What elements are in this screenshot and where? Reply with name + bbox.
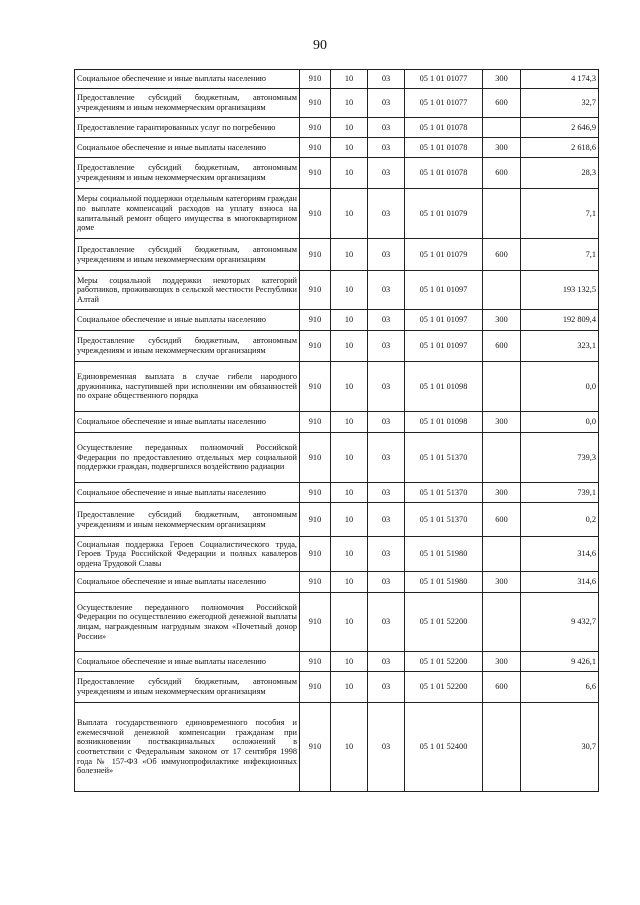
row-target-article: 05 1 01 51370 bbox=[405, 483, 483, 503]
row-expense-type bbox=[483, 593, 521, 652]
row-admin-code: 910 bbox=[300, 362, 331, 412]
row-amount: 193 132,5 bbox=[521, 271, 599, 310]
row-amount: 28,3 bbox=[521, 158, 599, 189]
row-section: 10 bbox=[331, 537, 368, 572]
row-section: 10 bbox=[331, 138, 368, 158]
row-subsection: 03 bbox=[368, 189, 405, 239]
row-subsection: 03 bbox=[368, 239, 405, 271]
row-name: Социальное обеспечение и иные выплаты населению bbox=[75, 70, 300, 89]
row-expense-type: 600 bbox=[483, 331, 521, 362]
row-expense-type bbox=[483, 189, 521, 239]
budget-table bbox=[74, 69, 599, 792]
page-number: 90 bbox=[313, 38, 327, 53]
row-target-article: 05 1 01 51370 bbox=[405, 503, 483, 537]
row-expense-type: 300 bbox=[483, 572, 521, 593]
row-name: Социальное обеспечение и иные выплаты населению bbox=[75, 138, 300, 158]
table-row bbox=[75, 483, 599, 503]
row-expense-type: 300 bbox=[483, 310, 521, 331]
table-row bbox=[75, 703, 599, 792]
row-expense-type: 600 bbox=[483, 239, 521, 271]
table-row bbox=[75, 433, 599, 483]
row-section: 10 bbox=[331, 483, 368, 503]
table-row bbox=[75, 138, 599, 158]
row-target-article: 05 1 01 51980 bbox=[405, 537, 483, 572]
row-expense-type: 300 bbox=[483, 70, 521, 89]
row-section: 10 bbox=[331, 593, 368, 652]
row-subsection: 03 bbox=[368, 593, 405, 652]
row-amount: 0,2 bbox=[521, 503, 599, 537]
row-admin-code: 910 bbox=[300, 572, 331, 593]
row-section: 10 bbox=[331, 239, 368, 271]
row-target-article: 05 1 01 52200 bbox=[405, 593, 483, 652]
row-amount: 739,3 bbox=[521, 433, 599, 483]
row-name: Единовременная выплата в случае гибели народного дружинника, наступившей при исполнении им обязанностей по охране общественного порядка bbox=[75, 362, 300, 412]
row-admin-code: 910 bbox=[300, 189, 331, 239]
row-name: Выплата государственного единовременного пособия и ежемесячной денежной компенсации гражданам при возникновении поствакцинальных осложнений в соответствии с Федеральным законом от 17 сентября 1998 года № 157-ФЗ «Об иммунопрофилактике инфекционных болезней» bbox=[75, 703, 300, 792]
row-expense-type: 300 bbox=[483, 138, 521, 158]
table-row bbox=[75, 672, 599, 703]
row-subsection: 03 bbox=[368, 310, 405, 331]
row-admin-code: 910 bbox=[300, 271, 331, 310]
row-subsection: 03 bbox=[368, 70, 405, 89]
row-target-article: 05 1 01 01079 bbox=[405, 189, 483, 239]
row-admin-code: 910 bbox=[300, 672, 331, 703]
row-admin-code: 910 bbox=[300, 158, 331, 189]
row-target-article: 05 1 01 52200 bbox=[405, 652, 483, 672]
table-row bbox=[75, 362, 599, 412]
table-row bbox=[75, 652, 599, 672]
row-name: Социальное обеспечение и иные выплаты населению bbox=[75, 572, 300, 593]
row-section: 10 bbox=[331, 70, 368, 89]
row-admin-code: 910 bbox=[300, 331, 331, 362]
row-subsection: 03 bbox=[368, 433, 405, 483]
row-admin-code: 910 bbox=[300, 118, 331, 138]
row-section: 10 bbox=[331, 118, 368, 138]
table-row bbox=[75, 158, 599, 189]
row-admin-code: 910 bbox=[300, 703, 331, 792]
row-target-article: 05 1 01 01097 bbox=[405, 331, 483, 362]
row-amount: 314,6 bbox=[521, 572, 599, 593]
row-target-article: 05 1 01 52200 bbox=[405, 672, 483, 703]
row-name: Социальное обеспечение и иные выплаты населению bbox=[75, 310, 300, 331]
row-target-article: 05 1 01 01077 bbox=[405, 89, 483, 118]
row-section: 10 bbox=[331, 572, 368, 593]
row-expense-type: 600 bbox=[483, 89, 521, 118]
row-section: 10 bbox=[331, 652, 368, 672]
row-target-article: 05 1 01 01098 bbox=[405, 362, 483, 412]
row-admin-code: 910 bbox=[300, 70, 331, 89]
table-row bbox=[75, 572, 599, 593]
row-expense-type bbox=[483, 118, 521, 138]
row-target-article: 05 1 01 51370 bbox=[405, 433, 483, 483]
row-section: 10 bbox=[331, 158, 368, 189]
row-admin-code: 910 bbox=[300, 652, 331, 672]
row-subsection: 03 bbox=[368, 158, 405, 189]
row-amount: 2 646,9 bbox=[521, 118, 599, 138]
row-target-article: 05 1 01 01097 bbox=[405, 271, 483, 310]
row-target-article: 05 1 01 51980 bbox=[405, 572, 483, 593]
row-amount: 7,1 bbox=[521, 189, 599, 239]
row-expense-type: 300 bbox=[483, 652, 521, 672]
row-amount: 9 426,1 bbox=[521, 652, 599, 672]
row-target-article: 05 1 01 01078 bbox=[405, 158, 483, 189]
row-expense-type: 600 bbox=[483, 503, 521, 537]
row-name: Меры социальной поддержки некоторых категорий работников, проживающих в сельской местности Республики Алтай bbox=[75, 271, 300, 310]
row-name: Меры социальной поддержки отдельным категориям граждан по выплате компенсаций расходов на уплату взноса на капитальный ремонт общего имущества в многоквартирном доме bbox=[75, 189, 300, 239]
row-expense-type: 300 bbox=[483, 412, 521, 433]
row-section: 10 bbox=[331, 433, 368, 483]
row-subsection: 03 bbox=[368, 572, 405, 593]
row-target-article: 05 1 01 01079 bbox=[405, 239, 483, 271]
row-name: Осуществление переданного полномочия Российской Федерации по осуществлению ежегодной денежной выплаты лицам, награжденным нагрудным знаком «Почетный донор России» bbox=[75, 593, 300, 652]
table-row bbox=[75, 271, 599, 310]
row-amount: 314,6 bbox=[521, 537, 599, 572]
row-expense-type bbox=[483, 537, 521, 572]
row-expense-type: 600 bbox=[483, 158, 521, 189]
row-name: Социальное обеспечение и иные выплаты населению bbox=[75, 412, 300, 433]
budget-table-body bbox=[75, 70, 599, 792]
row-expense-type: 300 bbox=[483, 483, 521, 503]
row-expense-type bbox=[483, 433, 521, 483]
table-row bbox=[75, 412, 599, 433]
row-amount: 7,1 bbox=[521, 239, 599, 271]
row-admin-code: 910 bbox=[300, 89, 331, 118]
table-row bbox=[75, 310, 599, 331]
row-admin-code: 910 bbox=[300, 310, 331, 331]
row-subsection: 03 bbox=[368, 412, 405, 433]
row-expense-type bbox=[483, 703, 521, 792]
row-subsection: 03 bbox=[368, 271, 405, 310]
row-target-article: 05 1 01 52400 bbox=[405, 703, 483, 792]
table-row bbox=[75, 503, 599, 537]
row-name: Предоставление гарантированных услуг по погребению bbox=[75, 118, 300, 138]
table-row bbox=[75, 593, 599, 652]
table-row bbox=[75, 118, 599, 138]
row-admin-code: 910 bbox=[300, 483, 331, 503]
row-section: 10 bbox=[331, 271, 368, 310]
row-expense-type: 600 bbox=[483, 672, 521, 703]
row-subsection: 03 bbox=[368, 118, 405, 138]
row-expense-type bbox=[483, 362, 521, 412]
row-target-article: 05 1 01 01097 bbox=[405, 310, 483, 331]
row-amount: 9 432,7 bbox=[521, 593, 599, 652]
row-section: 10 bbox=[331, 331, 368, 362]
row-amount: 0,0 bbox=[521, 412, 599, 433]
row-section: 10 bbox=[331, 89, 368, 118]
row-admin-code: 910 bbox=[300, 433, 331, 483]
row-admin-code: 910 bbox=[300, 593, 331, 652]
row-section: 10 bbox=[331, 189, 368, 239]
row-admin-code: 910 bbox=[300, 503, 331, 537]
row-section: 10 bbox=[331, 412, 368, 433]
row-section: 10 bbox=[331, 310, 368, 331]
row-section: 10 bbox=[331, 703, 368, 792]
row-amount: 739,1 bbox=[521, 483, 599, 503]
row-name: Предоставление субсидий бюджетным, автономным учреждениям и иным некоммерческим организациям bbox=[75, 89, 300, 118]
row-subsection: 03 bbox=[368, 503, 405, 537]
row-name: Осуществление переданных полномочий Российской Федерации по предоставлению отдельных мер социальной поддержки граждан, подвергшихся воздействию радиации bbox=[75, 433, 300, 483]
row-name: Предоставление субсидий бюджетным, автономным учреждениям и иным некоммерческим организациям bbox=[75, 331, 300, 362]
row-amount: 2 618,6 bbox=[521, 138, 599, 158]
row-section: 10 bbox=[331, 362, 368, 412]
row-subsection: 03 bbox=[368, 672, 405, 703]
row-amount: 6,6 bbox=[521, 672, 599, 703]
row-subsection: 03 bbox=[368, 89, 405, 118]
row-amount: 323,1 bbox=[521, 331, 599, 362]
row-section: 10 bbox=[331, 672, 368, 703]
row-target-article: 05 1 01 01077 bbox=[405, 70, 483, 89]
table-row bbox=[75, 537, 599, 572]
row-name: Предоставление субсидий бюджетным, автономным учреждениям и иным некоммерческим организациям bbox=[75, 239, 300, 271]
row-amount: 32,7 bbox=[521, 89, 599, 118]
row-amount: 0,0 bbox=[521, 362, 599, 412]
row-target-article: 05 1 01 01098 bbox=[405, 412, 483, 433]
row-subsection: 03 bbox=[368, 537, 405, 572]
row-admin-code: 910 bbox=[300, 537, 331, 572]
row-admin-code: 910 bbox=[300, 138, 331, 158]
row-name: Социальная поддержка Героев Социалистического труда, Героев Труда Российской Федерации и полных кавалеров ордена Трудовой Славы bbox=[75, 537, 300, 572]
row-expense-type bbox=[483, 271, 521, 310]
row-amount: 192 809,4 bbox=[521, 310, 599, 331]
row-subsection: 03 bbox=[368, 483, 405, 503]
row-admin-code: 910 bbox=[300, 412, 331, 433]
row-name: Социальное обеспечение и иные выплаты населению bbox=[75, 652, 300, 672]
row-name: Предоставление субсидий бюджетным, автономным учреждениям и иным некоммерческим организациям bbox=[75, 158, 300, 189]
row-target-article: 05 1 01 01078 bbox=[405, 138, 483, 158]
row-admin-code: 910 bbox=[300, 239, 331, 271]
table-row bbox=[75, 189, 599, 239]
row-name: Социальное обеспечение и иные выплаты населению bbox=[75, 483, 300, 503]
table-row bbox=[75, 89, 599, 118]
row-subsection: 03 bbox=[368, 331, 405, 362]
row-amount: 30,7 bbox=[521, 703, 599, 792]
row-name: Предоставление субсидий бюджетным, автономным учреждениям и иным некоммерческим организациям bbox=[75, 503, 300, 537]
table-row bbox=[75, 70, 599, 89]
row-name: Предоставление субсидий бюджетным, автономным учреждениям и иным некоммерческим организациям bbox=[75, 672, 300, 703]
row-section: 10 bbox=[331, 503, 368, 537]
row-subsection: 03 bbox=[368, 652, 405, 672]
table-row bbox=[75, 239, 599, 271]
table-row bbox=[75, 331, 599, 362]
row-subsection: 03 bbox=[368, 703, 405, 792]
row-subsection: 03 bbox=[368, 138, 405, 158]
row-subsection: 03 bbox=[368, 362, 405, 412]
row-amount: 4 174,3 bbox=[521, 70, 599, 89]
row-target-article: 05 1 01 01078 bbox=[405, 118, 483, 138]
